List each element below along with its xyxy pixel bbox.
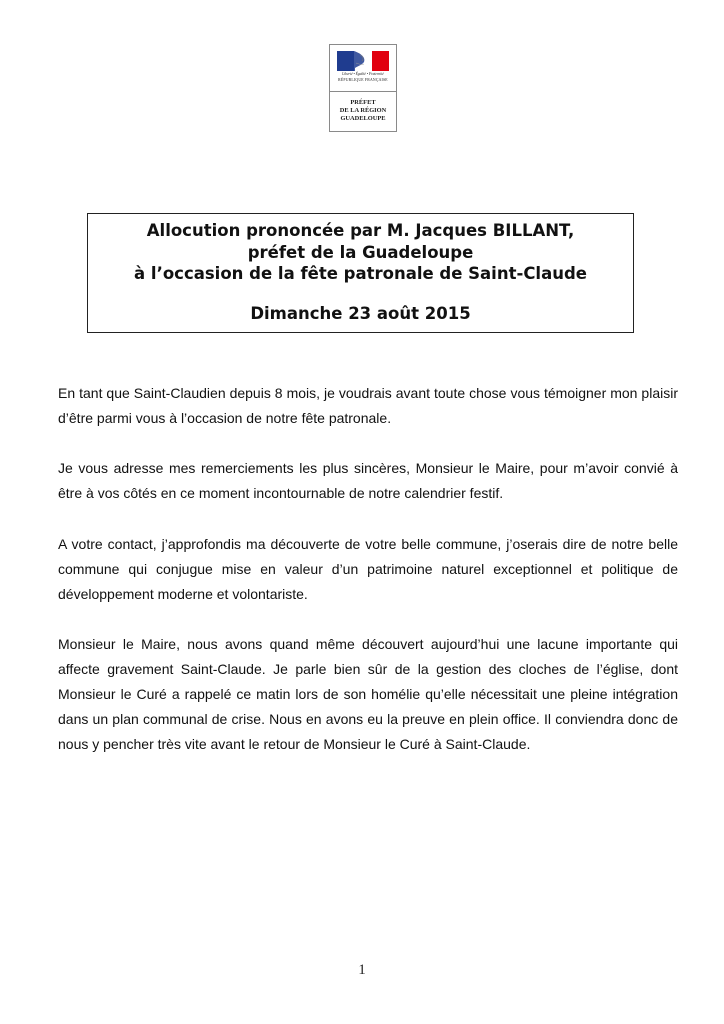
logo-divider [330,91,396,92]
paragraph-3: A votre contact, j’approfondis ma découverte de votre belle commune, j’oserais dire de notre belle commune qui conjugue mise en valeur d’un patrimoine naturel exceptionnel et politique de développement moderne et volontariste. [58,536,678,602]
title-line-2: préfet de la Guadeloupe [247,243,474,262]
prefet-line-2: DE LA RÉGION [339,107,387,114]
paragraph-1: En tant que Saint-Claudien depuis 8 mois, je voudrais avant toute chose vous témoigner mon plaisir d’être parmi vous à l’occasion de notre fête patronale. [58,385,678,426]
prefet-line-1: PRÉFET [350,99,376,106]
title-box [87,213,634,333]
motto-text: Liberté • Égalité • Fraternité [342,72,384,76]
prefet-label [330,99,396,123]
title-date: Dimanche 23 août 2015 [250,304,471,323]
prefecture-logo [329,44,397,132]
marianne-logo-icon [330,45,396,91]
paragraph-2: Je vous adresse mes remerciements les plus sincères, Monsieur le Maire, pour m’avoir convié à être à vos côtés en ce moment incontournable de notre calendrier festif. [58,460,678,501]
page-number: 1 [358,962,366,978]
prefet-line-3: GUADELOUPE [340,115,386,122]
title-line-3: à l’occasion de la fête patronale de Saint-Claude [134,264,587,283]
title-line-1: Allocution prononcée par M. Jacques BILLANT, [146,221,575,240]
paragraph-4: Monsieur le Maire, nous avons quand même découvert aujourd’hui une lacune importante qui affecte gravement Saint-Claude. Je parle bien sûr de la gestion des cloches de l’église, dont Monsieur le Curé a rappelé ce matin lors de son homélie qu’elle nécessitait une pleine intégration dans un plan communal de crise. Nous en avons eu la preuve en plein office. Il conviendra donc de nous y pencher très vite avant le retour de Monsieur le Curé à Saint-Claude. [58,636,678,752]
republique-text: RÉPUBLIQUE FRANÇAISE [338,78,388,82]
